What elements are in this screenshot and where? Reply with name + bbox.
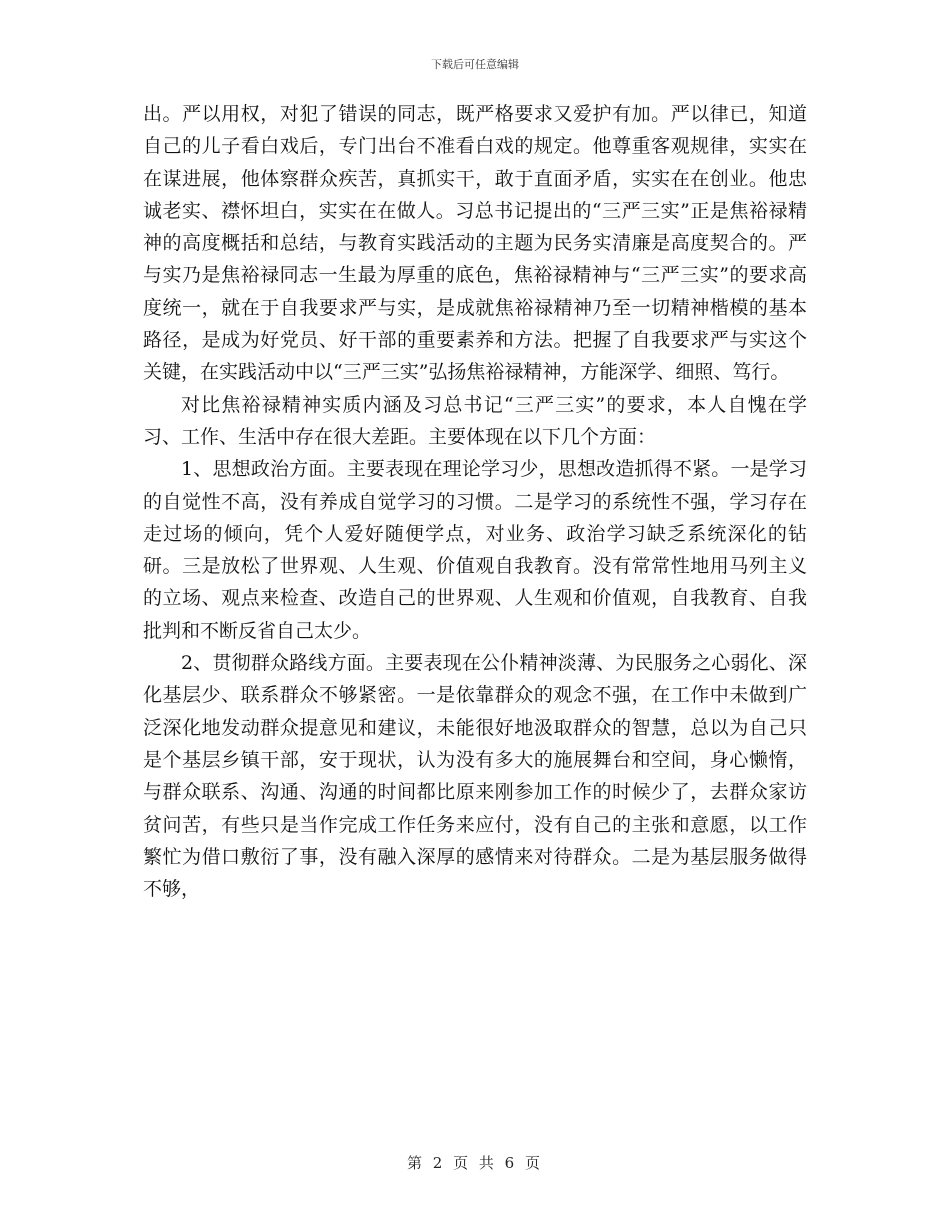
page-number: 第 2 页 共 6 页 xyxy=(407,1154,543,1172)
document-body xyxy=(143,98,807,905)
paragraph-mass-line: 2、贯彻群众路线方面。主要表现在公仆精神淡薄、为民服务之心弱化、深化基层少、联系群众不够紧密。一是依靠群众的观念不强，在工作中未做到广泛深化地发动群众提意见和建议，未能很好地汲取群众的智慧，总以为自己只是个基层乡镇干部，安于现状，认为没有多大的施展舞台和空间，身心懒惰，与群众联系、沟通、沟通的时间都比原来刚参加工作的时候少了，去群众家访贫问苦，有些只是当作完成工作任务来应付，没有自己的主张和意愿，以工作繁忙为借口敷衍了事，没有融入深厚的感情来对待群众。二是为基层服务做得不够， xyxy=(143,652,807,901)
paragraph-political-thought: 1、思想政治方面。主要表现在理论学习少，思想改造抓得不紧。一是学习的自觉性不高，没有养成自觉学习的习惯。二是学习的系统性不强，学习存在走过场的倾向，凭个人爱好随便学点，对业务、政治学习缺乏系统深化的钻研。三是放松了世界观、人生观、价值观自我教育。没有常常性地用马列主义的立场、观点来检查、改造自己的世界观、人生观和价值观，自我教育、自我批判和不断反省自己太少。 xyxy=(143,458,807,642)
paragraph-continuation: 出。严以用权，对犯了错误的同志，既严格要求又爱护有加。严以律已，知道自己的儿子看白戏后，专门出台不准看白戏的规定。他尊重客观规律，实实在在谋进展，他体察群众疾苦，真抓实干，敢于直面矛盾，实实在在创业。他忠诚老实、襟怀坦白，实实在在做人。习总书记提出的“三严三实”正是焦裕禄精神的高度概括和总结，与教育实践活动的主题为民务实清廉是高度契合的。严与实乃是焦裕禄同志一生最为厚重的底色，焦裕禄精神与“三严三实”的要求高度统一，就在于自我要求严与实，是成就焦裕禄精神乃至一切精神楷模的基本路径，是成为好党员、好干部的重要素养和方法。把握了自我要求严与实这个关键，在实践活动中以“三严三实”弘扬焦裕禄精神，方能深学、细照、笃行。 xyxy=(143,103,807,384)
page-header-note: 下载后可任意编辑 xyxy=(431,58,519,71)
paragraph-comparison: 对比焦裕禄精神实质内涵及习总书记“三严三实”的要求，本人自愧在学习、工作、生活中存在很大差距。主要体现在以下几个方面： xyxy=(143,393,807,448)
